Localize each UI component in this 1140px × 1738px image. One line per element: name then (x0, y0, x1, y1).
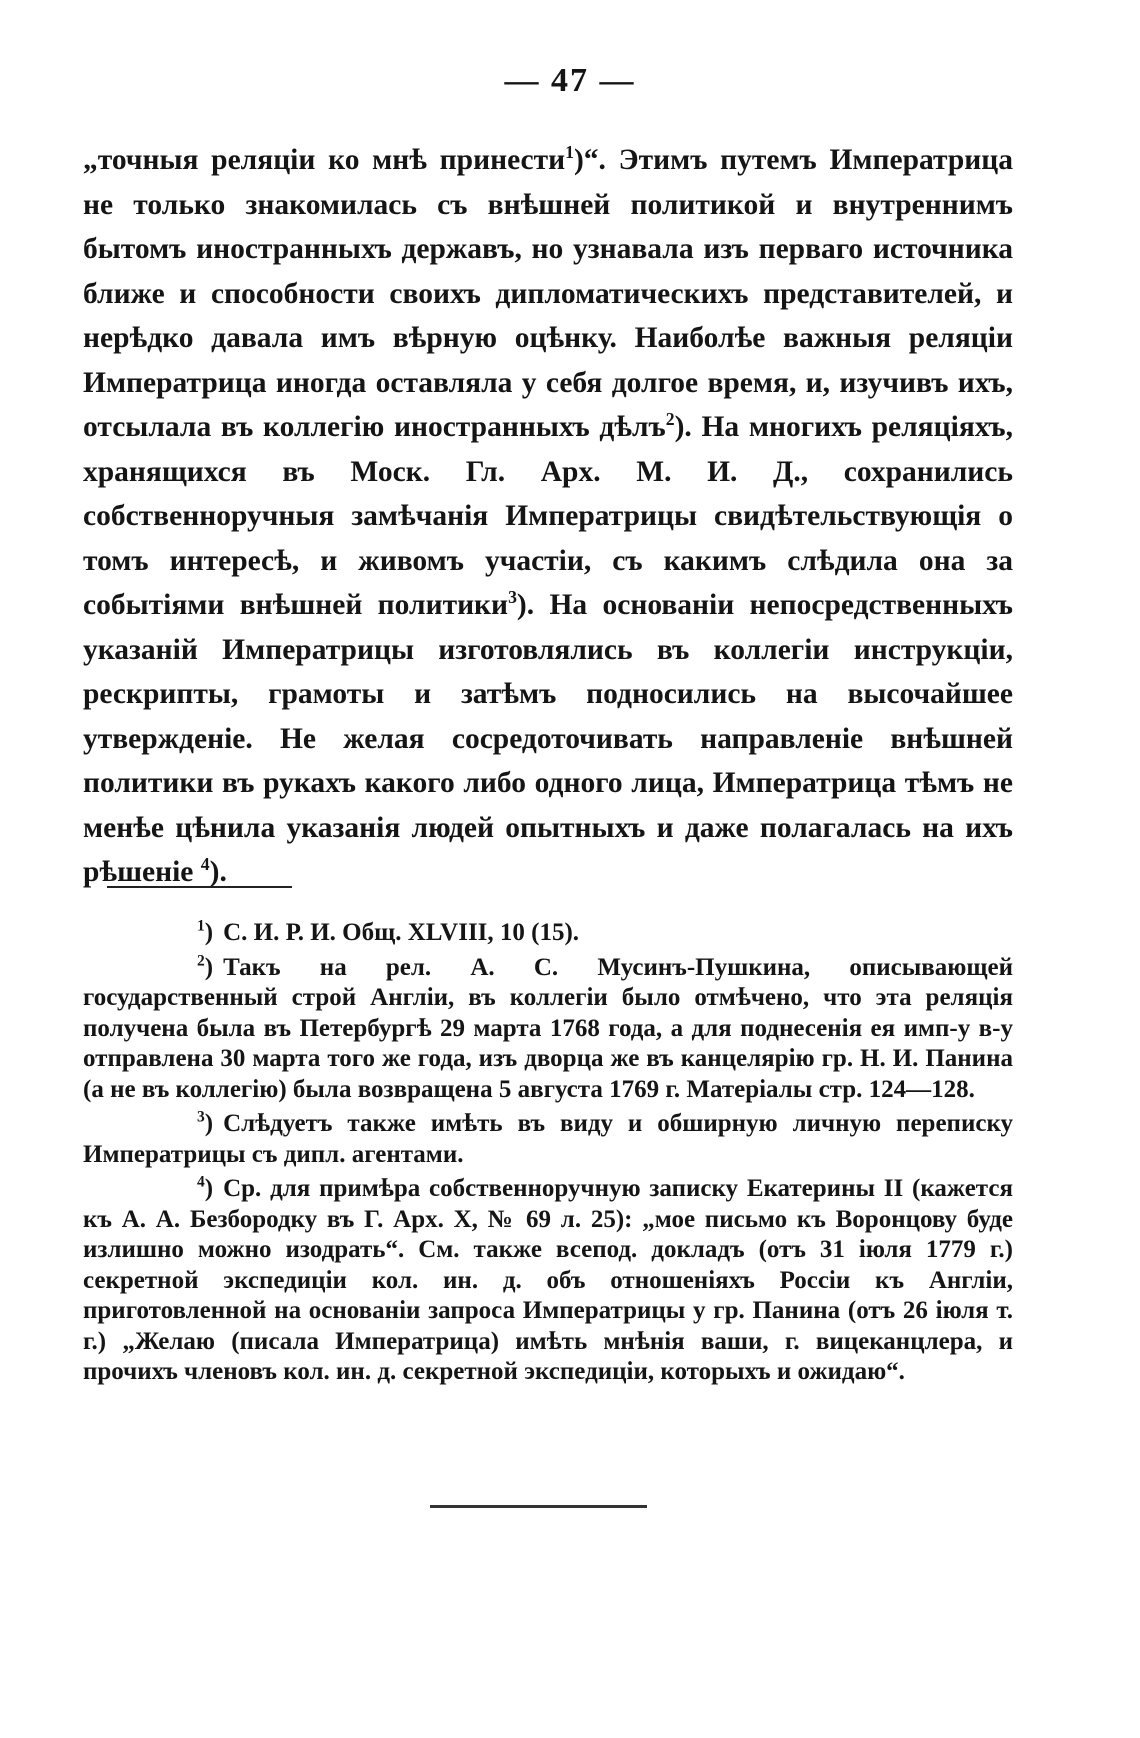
footnote-mark: $^1$) (197, 917, 214, 946)
footnote-mark: $^2$) (197, 952, 214, 981)
footnote-ref: 2 (665, 409, 675, 430)
footnote-text: Слѣдуетъ также имѣть въ виду и обширную личную переписку Императрицы съ дипл. агентами. (83, 1110, 1013, 1168)
footnote-ref: 4 (200, 854, 210, 875)
end-ornament-rule (430, 1505, 647, 1508)
body-text-segment: ). На многихъ реляціяхъ, хранящихся въ Моск. Гл. Арх. М. И. Д., сохранились собственноручныя замѣчанія Императрицы свидѣтельствующія о томъ интересѣ, и живомъ участіи, съ какимъ слѣдила она за событіями внѣшней политики (83, 411, 1013, 621)
page-number: — 47 — (504, 62, 636, 99)
body-paragraph (83, 138, 1013, 895)
footnote-text: С. И. Р. И. Общ. XLVIII, 10 (15). (223, 919, 580, 946)
body-text-segment: „точныя реляціи ко мнѣ принести (83, 144, 566, 176)
footnote-ref: 1 (565, 142, 574, 163)
body-text (83, 138, 1013, 895)
footnotes (83, 918, 1013, 1392)
footnote-separator (107, 886, 292, 888)
footnote (83, 953, 1013, 1106)
footnote-text: Такъ на рел. А. С. Мусинъ-Пушкина, описывающей государственный строй Англіи, въ коллегіи было отмѣчено, что эта реляція получена была въ Петербургѣ 29 марта 1768 года, а для поднесенія ея имп-у в-у отправлена 30 марта того же года, изъ дворца же въ канцелярію гр. Н. И. Панина (а не въ коллегію) была возвращена 5 августа 1769 г. Матеріалы стр. 124—128. (83, 953, 1013, 1103)
body-text-segment: ). (209, 856, 227, 888)
body-text-segment: ). На основаніи непосредственныхъ указаній Императрицы изготовлялись въ коллегіи инструкціи, рескрипты, грамоты и затѣмъ подносились на высочайшее утвержденіе. Не желая сосредоточивать направленіе внѣшней политики въ рукахъ какого либо одного лица, Императрица тѣмъ не менѣе цѣнила указанія людей опытныхъ и даже полагалась на ихъ рѣшеніе (83, 589, 1013, 888)
footnote-mark: $^4$) (197, 1173, 214, 1202)
body-text-segment: )“. Этимъ путемъ Императрица не только знакомилась съ внѣшней политикой и внутреннимъ бытомъ иностранныхъ державъ, но узнавала изъ перваго источника ближе и способности своихъ дипломатическихъ представителей, и нерѣдко давала имъ вѣрную оцѣнку. Наиболѣе важныя реляціи Императрица иногда оставляла у себя долгое время, и, изучивъ ихъ, отсылала въ коллегію иностранныхъ дѣлъ (83, 144, 1013, 443)
footnote (83, 1174, 1013, 1388)
footnote-ref: 3 (508, 587, 517, 608)
footnote (83, 918, 1013, 949)
footnote (83, 1109, 1013, 1170)
footnote-mark: $^3$) (197, 1108, 214, 1137)
footnote-text: Ср. для примѣра собственноручную записку Екатерины II (кажется къ А. А. Безбородку въ Г. Арх. X, № 69 л. 25): „мое письмо къ Воронцову буде излишно можно изодрать“. См. также всепод. докладъ (отъ 31 іюля 1779 г.) секретной экспедиціи кол. ин. д. объ отношеніяхъ Россіи къ Англіи, приготовленной на основаніи запроса Императрицы у гр. Панина (отъ 26 іюля т. г.) „Желаю (писала Императрица) имѣть мнѣнія ваши, г. вицеканцлера, и прочихъ членовъ кол. ин. д. секретной экспедиціи, которыхъ и ожидаю“. (83, 1175, 1013, 1385)
